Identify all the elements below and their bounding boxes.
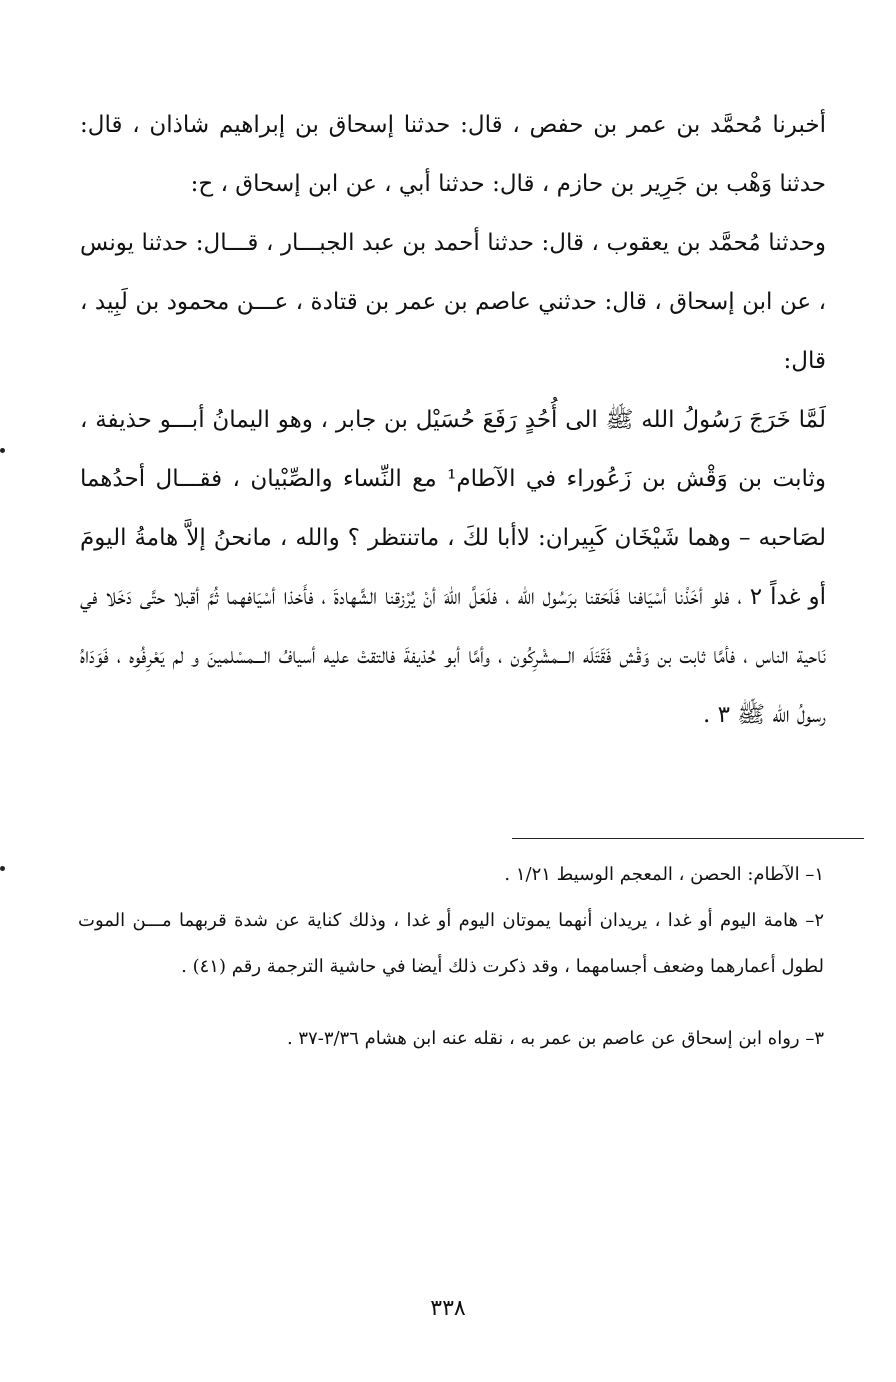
narrative-paragraph: لَمَّا خَرَجَ رَسُولُ الله ﷺ الى أُحُدٍ رَفَعَ حُسَيْل بن جابر ، وهو اليمانُ أبـــو حذيفة ، وثابت بن وَقْش بن زَعُوراء في الآطام¹ مع النِّساء والصِّبْيان ، فقـــال أحدُهما لصَاحبه – وهما شَيْخَان كَبِيران: لاأبا لكَ ، ماتنتظر ؟ والله ، مانحنُ إلاَّ هامةُ اليومَ أو غداً ٢ ، فلو أخَذْنا أسْيَافنا فَلَحَقنا برَسُول الله ، فلَعَلَّ اللهَ أنْ يُرْزقنا الشَّهادةَ ، فأَخذا أسْيَافهما ثُمَّ أقبلا حتَّى دَخَلا في نَاحية الناس ، فأمَّا ثابت بن وَقْش فَقَتَلَه الـــمشْرِكُون ، وأمَّا أبو حُذيفةَ فالتقتْ عليه أسيافُ الـــمسْلمينَ و لم يَعْرِفُوه ، فَوَدَاهُ رسولُ الله ﷺ ٣ .: [80, 407, 826, 728]
footnote-1: ١– الآطام: الحصن ، المعجم الوسيط ١/٢١ .: [504, 864, 824, 885]
isnad-paragraph-2: وحدثنا مُحمَّد بن يعقوب ، قال: حدثنا أحمد بن عبد الجبـــار ، قـــال: حدثنا يونس ، عن ابن إسحاق ، قال: حدثني عاصم بن عمر بن قتادة ، عـــن محمود بن لَبِيد ، قال:: [80, 230, 826, 374]
page-number: ٣٣٨: [430, 1296, 466, 1321]
footnotes: [78, 852, 824, 1062]
main-text: [80, 96, 826, 745]
margin-mark: [0, 866, 5, 871]
footnote-2: ٢– هامة اليوم أو غدا ، يريدان أنهما يموتان اليوم أو غدا ، وذلك كناية عن شدة قربهما مـــن الموت لطول أعمارهما وضعف أجسامهما ، وقد ذكرت ذلك أيضا في حاشية الترجمة رقم (٤١) .: [78, 910, 824, 977]
footnote-divider: [512, 838, 864, 839]
isnad-paragraph-1: أخبرنا مُحمَّد بن عمر بن حفص ، قال: حدثنا إسحاق بن إبراهيم شاذان ، قال: حدثنا وَهْب بن جَرِير بن حازم ، قال: حدثنا أبي ، عن ابن إسحاق ، ح:: [80, 112, 826, 197]
footnote-3: ٣– رواه ابن إسحاق عن عاصم بن عمر به ، نقله عنه ابن هشام ٣/٣٦-٣٧ .: [286, 1028, 824, 1049]
margin-mark: [0, 448, 5, 453]
